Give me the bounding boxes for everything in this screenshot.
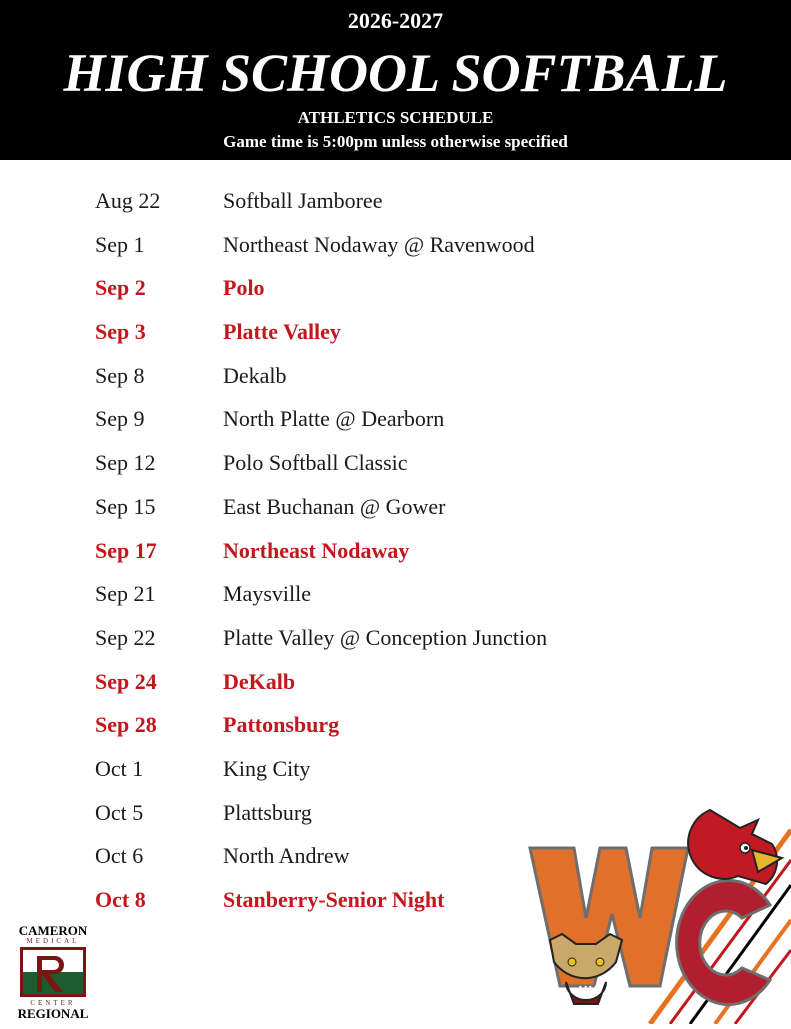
wildcat-mascot-icon: [550, 934, 622, 1004]
schedule-row: [0, 188, 791, 232]
game-opponent: Dekalb: [223, 362, 287, 388]
schedule-row: [0, 538, 791, 582]
game-date: Sep 21: [95, 581, 156, 607]
game-date: Aug 22: [95, 188, 161, 213]
game-opponent: Platte Valley: [223, 319, 341, 345]
cardinal-mascot-icon: [688, 810, 782, 884]
game-date: Sep 15: [95, 493, 156, 519]
schedule-row: [0, 406, 791, 450]
game-date: Sep 1: [95, 231, 145, 257]
game-date: Sep 12: [95, 450, 156, 476]
header-banner: [0, 0, 791, 160]
game-opponent: Softball Jamboree: [223, 188, 383, 213]
school-year: 2026-2027: [347, 8, 444, 33]
game-opponent: Plattsburg: [223, 799, 312, 825]
sponsor-name-center: CENTER: [30, 999, 76, 1007]
game-date: Sep 8: [95, 362, 145, 388]
schedule-row: [0, 669, 791, 713]
game-opponent: Platte Valley @ Conception Junction: [223, 624, 548, 650]
sponsor-name-medical: MEDICAL: [26, 937, 80, 945]
game-date: Oct 1: [95, 755, 144, 781]
schedule-row: [0, 494, 791, 538]
wc-logo-icon: [520, 790, 791, 1024]
game-date: Oct 8: [95, 887, 146, 912]
schedule-row: [0, 319, 791, 363]
sponsor-name-top: CAMERON: [18, 923, 88, 938]
game-opponent: King City: [223, 755, 311, 781]
game-opponent: Polo Softball Classic: [223, 450, 408, 476]
game-opponent: East Buchanan @ Gower: [223, 493, 446, 519]
game-date: Sep 22: [95, 624, 156, 650]
schedule-row: [0, 232, 791, 276]
schedule-row: [0, 625, 791, 669]
game-opponent: Stanberry-Senior Night: [223, 887, 445, 912]
game-date: Sep 9: [95, 406, 145, 432]
school-logo: [520, 790, 791, 1024]
schedule-row: [0, 363, 791, 407]
game-date: Sep 17: [95, 537, 157, 563]
schedule-row: [0, 712, 791, 756]
game-opponent: North Platte @ Dearborn: [223, 406, 445, 432]
sponsor-r-icon: [23, 950, 83, 994]
schedule-row: [0, 581, 791, 625]
game-time-note: Game time is 5:00pm unless otherwise specified: [223, 132, 568, 151]
game-opponent: Northeast Nodaway: [223, 537, 410, 563]
page-subtitle: ATHLETICS SCHEDULE: [297, 108, 494, 127]
game-date: Sep 28: [95, 712, 157, 738]
game-date: Sep 2: [95, 275, 146, 301]
game-date: Oct 6: [95, 843, 144, 869]
game-opponent: Northeast Nodaway @ Ravenwood: [223, 231, 535, 257]
game-opponent: DeKalb: [223, 668, 296, 694]
schedule-row: [0, 450, 791, 494]
sponsor-logo: [14, 923, 92, 1021]
game-opponent: North Andrew: [223, 843, 350, 869]
game-opponent: Maysville: [223, 581, 311, 607]
game-opponent: Pattonsburg: [223, 712, 340, 738]
game-date: Oct 5: [95, 799, 144, 825]
game-date: Sep 3: [95, 319, 146, 345]
game-opponent: Polo: [223, 275, 265, 301]
page-title: HIGH SCHOOL SOFTBALL: [63, 43, 728, 103]
sponsor-emblem-icon: [20, 947, 86, 997]
game-date: Sep 24: [95, 668, 157, 694]
sponsor-name-bottom: REGIONAL: [17, 1006, 89, 1021]
schedule-row: [0, 275, 791, 319]
